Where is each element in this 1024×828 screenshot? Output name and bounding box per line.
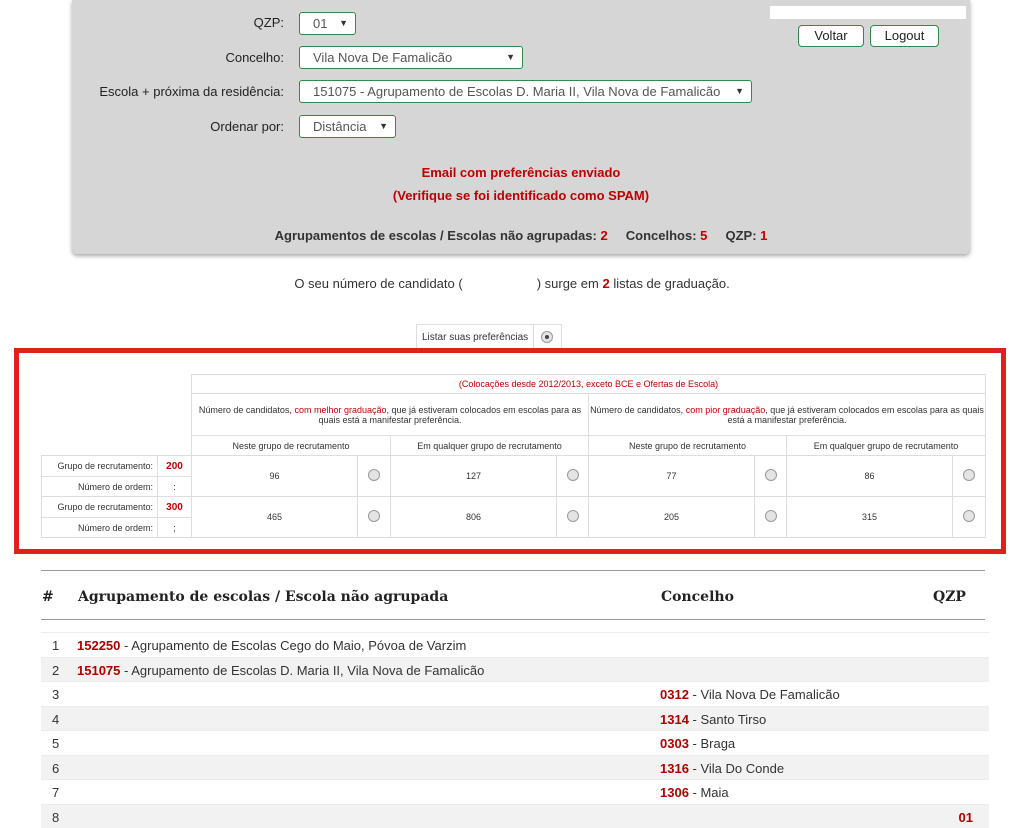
order-label: Número de ordem: (42, 518, 158, 538)
stat-value: 86 (787, 456, 953, 497)
concelho-label: Concelho: (225, 50, 284, 65)
qzp-label: QZP: (253, 15, 284, 30)
sub-header-same: Neste grupo de recrutamento (192, 436, 391, 456)
worse-header: Número de candidatos, com pior graduação, que já estiveram colocados em escolas para as quais está a manifestar preferência. (589, 394, 986, 436)
order-label: Número de ordem: (42, 477, 158, 497)
voltar-button[interactable]: Voltar (798, 25, 864, 47)
col-concelho-header: Concelho (661, 589, 734, 605)
ranking-header (41, 570, 985, 620)
chevron-down-icon: ▼ (379, 121, 388, 131)
stats-table (41, 374, 986, 538)
group-value: 300 (158, 497, 192, 518)
ranking-row: 6 1316 - Vila Do Conde (41, 755, 989, 780)
list-preferences-radio[interactable] (541, 331, 553, 343)
concelho-select[interactable]: Vila Nova De Famalicão ▼ (299, 46, 523, 69)
better-header: Número de candidatos, com melhor graduação, que já estiveram colocados em escolas para as quais está a manifestar preferência. (192, 394, 589, 436)
stat-radio[interactable] (963, 469, 975, 481)
stat-radio[interactable] (567, 510, 579, 522)
spam-check-message: (Verifique se foi identificado como SPAM) (392, 188, 650, 203)
stat-value: 205 (589, 497, 755, 538)
stat-radio[interactable] (765, 469, 777, 481)
ranking-row: 4 1314 - Santo Tirso (41, 706, 989, 731)
redacted-username (770, 6, 966, 19)
stat-value: 315 (787, 497, 953, 538)
stat-radio[interactable] (765, 510, 777, 522)
ranking-row: 7 1306 - Maia (41, 779, 989, 804)
list-preferences-label: Listar suas preferências (422, 332, 529, 343)
stat-radio[interactable] (567, 469, 579, 481)
sub-header-any: Em qualquer grupo de recrutamento (391, 436, 589, 456)
order-value: : (158, 477, 192, 497)
stats-caption: (Colocações desde 2012/2013, exceto BCE e Ofertas de Escola) (192, 375, 986, 394)
sub-header-any: Em qualquer grupo de recrutamento (787, 436, 986, 456)
escola-label: Escola + próxima da residência: (99, 84, 284, 99)
ranking-row: 2 151075 - Agrupamento de Escolas D. Maria II, Vila Nova de Famalicão (41, 657, 989, 682)
ranking-row: 1 152250 - Agrupamento de Escolas Cego do Maio, Póvoa de Varzim (41, 632, 989, 657)
logout-button[interactable]: Logout (870, 25, 939, 47)
sub-header-same: Neste grupo de recrutamento (589, 436, 787, 456)
list-preferences-toggle (416, 324, 562, 349)
col-qzp-header: QZP (933, 589, 966, 605)
group-label: Grupo de recrutamento: (42, 456, 158, 477)
ordenar-select[interactable]: Distância ▼ (299, 115, 396, 138)
ordenar-label: Ordenar por: (210, 119, 284, 134)
stat-value: 77 (589, 456, 755, 497)
col-escola-header: Agrupamento de escolas / Escola não agrupada (78, 589, 449, 605)
stat-radio[interactable] (963, 510, 975, 522)
filter-panel (72, 0, 970, 254)
stat-value: 96 (192, 456, 358, 497)
group-value: 200 (158, 456, 192, 477)
email-sent-message: Email com preferências enviado (421, 165, 621, 180)
escola-select[interactable]: 151075 - Agrupamento de Escolas D. Maria II, Vila Nova de Famalicão ▼ (299, 80, 752, 103)
stat-value: 806 (391, 497, 557, 538)
group-label: Grupo de recrutamento: (42, 497, 158, 518)
stat-value: 465 (192, 497, 358, 538)
col-num-header: # (42, 589, 54, 605)
chevron-down-icon: ▼ (506, 52, 515, 62)
order-value: ; (158, 518, 192, 538)
stat-radio[interactable] (368, 510, 380, 522)
qzp-select[interactable]: 01 ▼ (299, 12, 356, 35)
candidate-summary: O seu número de candidato ( ) surge em 2 listas de graduação. (294, 276, 730, 291)
summary-counts: Agrupamentos de escolas / Escolas não agrupadas: 2 Concelhos: 5 QZP: 1 (274, 228, 768, 243)
ranking-list (41, 632, 989, 828)
chevron-down-icon: ▼ (735, 86, 744, 96)
ranking-row: 8 01 (41, 804, 989, 828)
chevron-down-icon: ▼ (339, 18, 348, 28)
ranking-row: 3 0312 - Vila Nova De Famalicão (41, 681, 989, 706)
stat-value: 127 (391, 456, 557, 497)
stat-radio[interactable] (368, 469, 380, 481)
ranking-row: 5 0303 - Braga (41, 730, 989, 755)
